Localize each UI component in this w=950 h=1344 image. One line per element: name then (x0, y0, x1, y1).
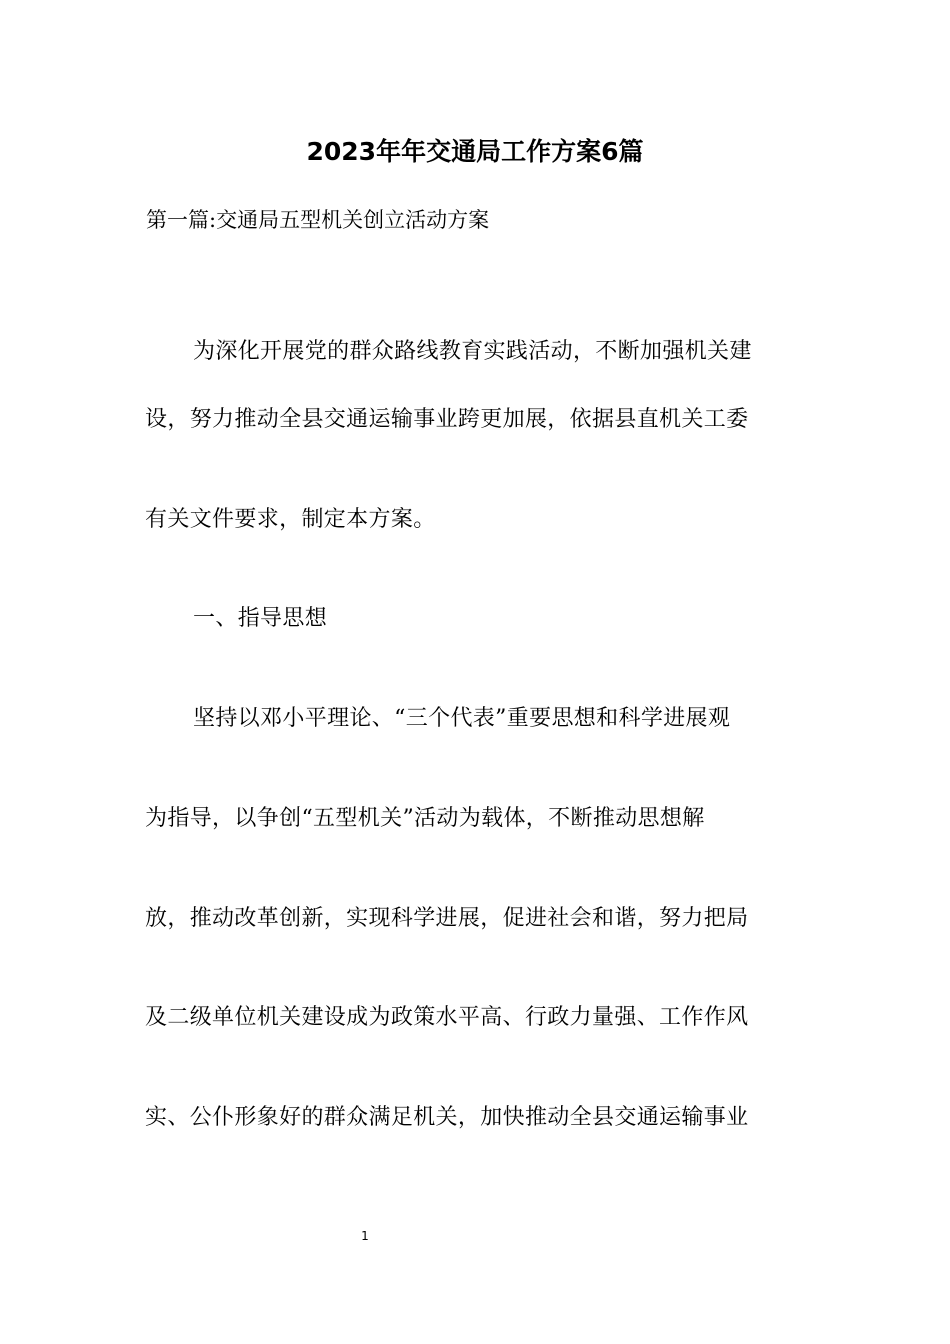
chapter-subheading: 第一篇:交通局五型机关创立活动方案 (146, 208, 490, 232)
section-heading: 一、指导思想 (193, 606, 328, 631)
paragraph-line: 为指导，以争创“五型机关”活动为载体，不断推动思想解 (145, 806, 705, 831)
paragraph-line: 及二级单位机关建设成为政策水平高、行政力量强、工作作风 (145, 1005, 749, 1030)
paragraph-line: 放，推动改革创新，实现科学进展，促进社会和谐，努力把局 (145, 906, 749, 931)
paragraph-line: 实、公仆形象好的群众满足机关，加快推动全县交通运输事业 (145, 1105, 749, 1130)
document-title: 2023年年交通局工作方案6篇 (306, 137, 644, 166)
paragraph-line: 设，努力推动全县交通运输事业跨更加展，依据县直机关工委 (145, 407, 749, 432)
paragraph-line: 有关文件要求，制定本方案。 (145, 507, 436, 532)
paragraph-line: 为深化开展党的群众路线教育实践活动，不断加强机关建 (193, 339, 752, 364)
page-number: 1 (361, 1229, 369, 1243)
paragraph-line: 坚持以邓小平理论、“三个代表”重要思想和科学进展观 (193, 706, 731, 731)
